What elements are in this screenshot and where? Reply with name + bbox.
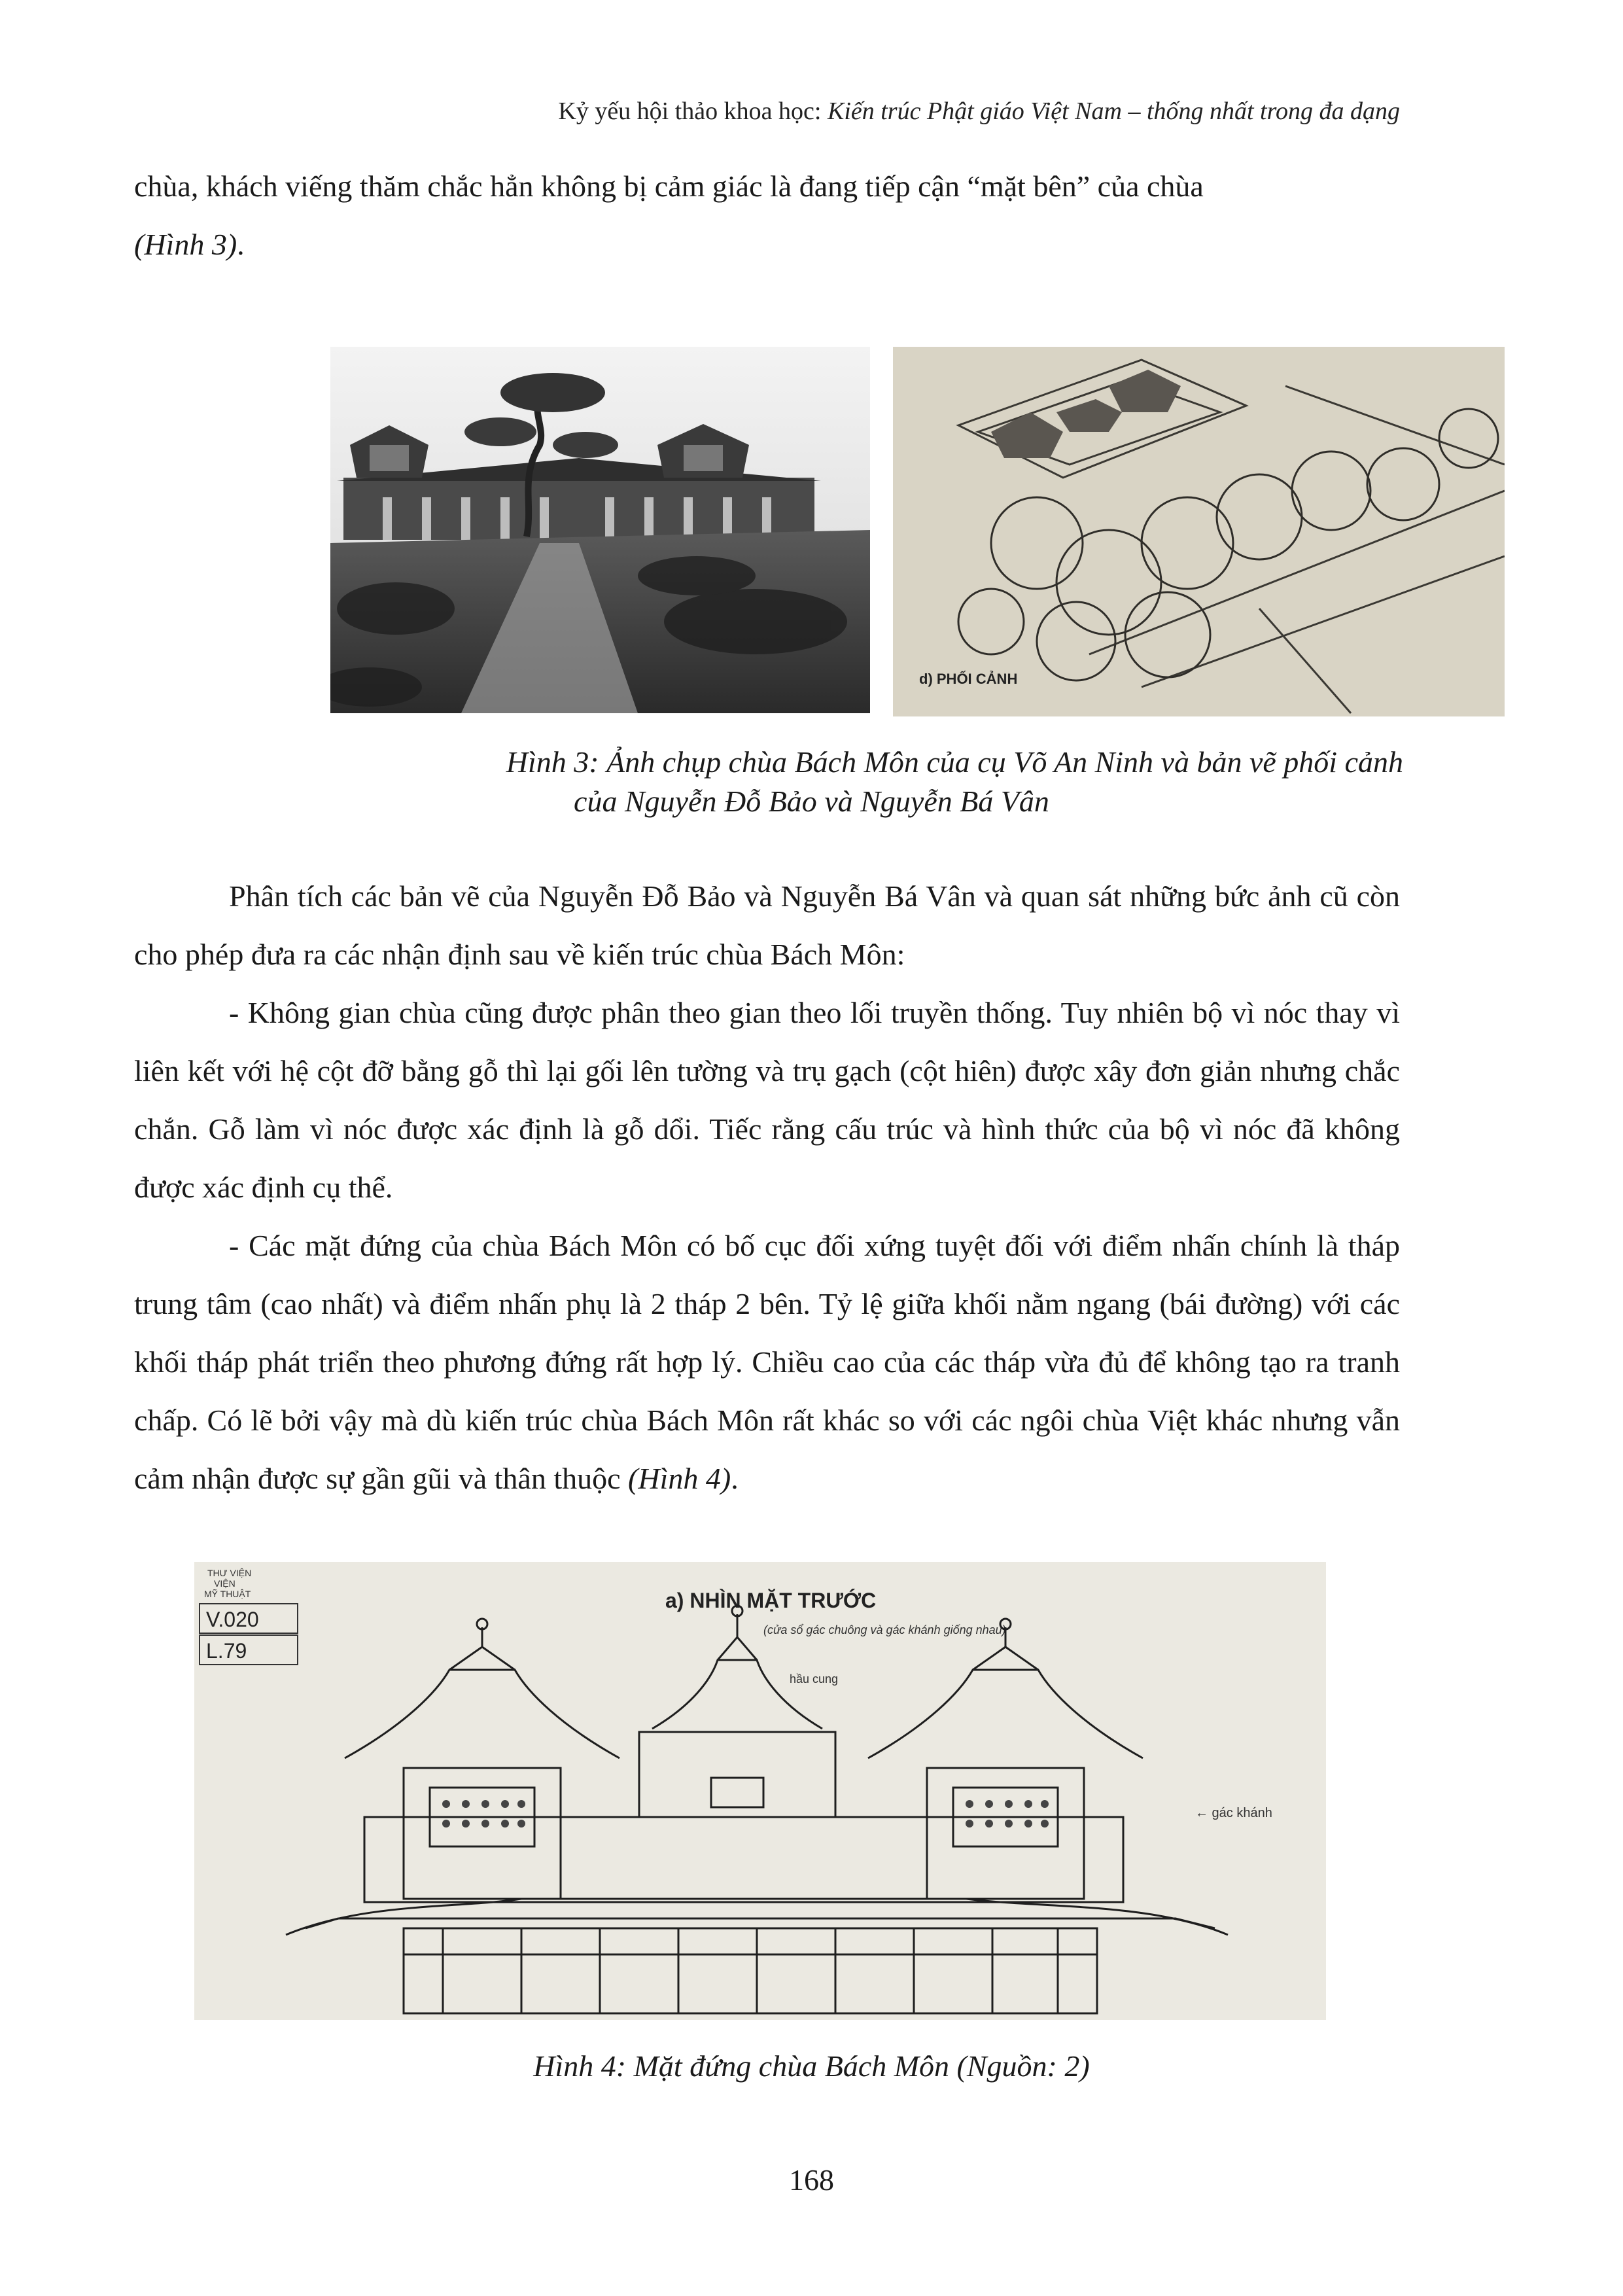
stamp-code-1: V.020 [206,1608,259,1631]
header-prefix: Kỷ yếu hội thảo khoa học: [558,97,828,125]
body-paragraph-1: Phân tích các bản vẽ của Nguyễn Đỗ Bảo và Nguyễn Bá Vân và quan sát những bức ảnh cũ còn cho phép đưa ra các nhận định sau về kiến trúc chùa Bách Môn: [134,879,1400,971]
stamp-line-1: THƯ VIỆN [207,1568,252,1578]
label-gac-khanh: ← gác khánh [1195,1806,1272,1820]
stamp-line-3: MỸ THUẬT [204,1589,251,1599]
figure3-caption-line1: Hình 3: Ảnh chụp chùa Bách Môn của cụ Võ An Ninh và bản vẽ phối cảnh [506,745,1403,779]
intro-paragraph [134,157,1400,274]
page-number: 168 [789,2163,834,2197]
drawing-title: a) NHÌN MẶT TRƯỚC [665,1589,877,1612]
intro-figure-ref: (Hình 3) [134,228,237,261]
drawing-subtitle: (cửa sổ gác chuông và gác khánh giống nhau) [763,1623,1006,1636]
stamp-line-2: VIỆN [214,1578,236,1589]
body-paragraph-2: - Không gian chùa cũng được phân theo gian theo lối truyền thống. Tuy nhiên bộ vì nóc thay vì liên kết với hệ cột đỡ bằng gỗ thì lại gối lên tường và trụ gạch (cột hiên) được xây đơn giản nhưng chắc chắn. Gỗ làm vì nóc được xác định là gỗ dổi. Tiếc rằng cấu trúc và hình thức của bộ vì nóc đã không được xác định cụ thể. [134,996,1400,1204]
figure3-sketch [893,347,1505,716]
sketch-label: d) PHỐI CẢNH [919,671,1018,687]
intro-text: chùa, khách viếng thăm chắc hẳn không bị cảm giác là đang tiếp cận “mặt bên” của chùa [134,169,1204,203]
header-title: Kiến trúc Phật giáo Việt Nam – thống nhất trong đa dạng [827,97,1400,125]
intro-end: . [237,228,245,261]
label-hau-cung: hầu cung [790,1672,839,1686]
p3-figure-ref: (Hình 4) [628,1462,731,1495]
running-header [131,97,1400,126]
body-paragraph-3 [134,1216,1400,1508]
figure4-elevation [194,1562,1326,2020]
p3-end: . [731,1462,739,1495]
p3-text: - Các mặt đứng của chùa Bách Môn có bố cục đối xứng tuyệt đối với điểm nhấn chính là tháp trung tâm (cao nhất) và điểm nhấn phụ là 2 tháp 2 bên. Tỷ lệ giữa khối nằm ngang (bái đường) với các khối tháp phát triển theo phương đứng rất hợp lý. Chiều cao của các tháp vừa đủ để không tạo ra tranh chấp. Có lẽ bởi vậy mà dù kiến trúc chùa Bách Môn rất khác so với các ngôi chùa Việt khác nhưng vẫn cảm nhận được sự gần gũi và thân thuộc [134,1229,1400,1495]
stamp-code-2: L.79 [206,1639,247,1663]
figure4-caption: Hình 4: Mặt đứng chùa Bách Môn (Nguồn: 2) [533,2049,1090,2083]
figure3-caption-line2: của Nguyễn Đỗ Bảo và Nguyễn Bá Vân [574,785,1049,818]
figure3-photo [330,347,870,713]
